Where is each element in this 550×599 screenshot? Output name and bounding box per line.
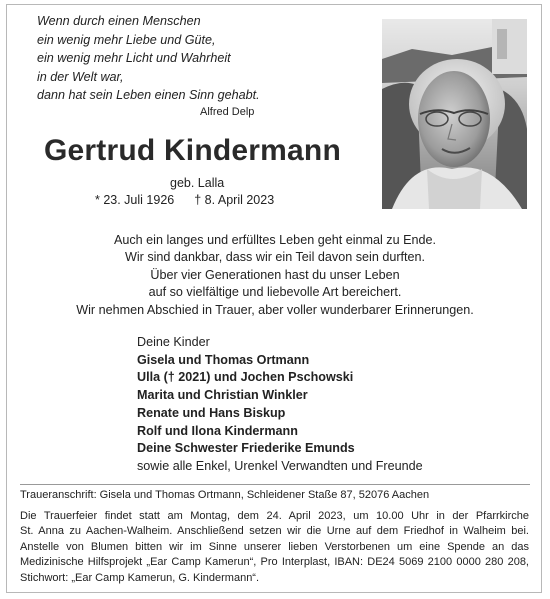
mourner-name: Deine Schwester Friederike Emunds — [137, 441, 355, 456]
message-line: Wir sind dankbar, dass wir ein Teil davon sein durften. — [124, 250, 426, 265]
mourners-intro: Deine Kinder — [137, 335, 210, 349]
poem-line: dann hat sein Leben einen Sinn gehabt. — [37, 88, 260, 103]
message-line: auf so vielfältige und liebevolle Art bereichert. — [148, 285, 402, 300]
funeral-line: Anstelle von Blumen bitten wir im Sinne unserer lieben Verstorbenen um eine Spende an das — [20, 540, 529, 553]
mourner-name: Marita und Christian Winkler — [137, 388, 308, 403]
funeral-details — [20, 509, 529, 586]
message-line: Auch ein langes und erfülltes Leben geht einmal zu Ende. — [113, 233, 437, 247]
birth-date: * 23. Juli 1926 — [95, 193, 175, 207]
mourners-list — [137, 334, 423, 476]
mourner-name: Rolf und Ilona Kindermann — [137, 423, 298, 438]
divider — [20, 484, 530, 485]
mourning-address: Traueranschrift: Gisela und Thomas Ortmann, Schleidener Staße 87, 52076 Aachen — [20, 489, 430, 501]
mourner-name: Gisela und Thomas Ortmann — [137, 352, 310, 367]
funeral-line: Medizinische Hilfsprojekt „Ear Camp Kamerun“, Pro Interplast, IBAN: DE24 5069 2100 0000 280 208, — [20, 556, 529, 569]
mourner-name: Ulla († 2021) und Jochen Pschowski — [137, 370, 354, 385]
message-line: Wir nehmen Abschied in Trauer, aber voller wunderbarer Erinnerungen. — [76, 302, 474, 317]
farewell-message — [25, 232, 525, 319]
funeral-line: Stichwort: „Ear Camp Kamerun, G. Kindermann“. — [20, 571, 260, 584]
poem-line: in der Welt war, — [37, 69, 124, 84]
funeral-line: Die Trauerfeier findet statt am Montag, dem 24. April 2023, um 10.00 Uhr in der Pfarrkirche — [20, 510, 529, 522]
poem-line: ein wenig mehr Licht und Wahrheit — [37, 51, 231, 66]
maiden-name: geb. Lalla — [170, 176, 225, 190]
portrait-photo — [382, 19, 527, 209]
poem-line: Wenn durch einen Menschen — [37, 14, 201, 28]
message-line: Über vier Generationen hast du unser Leben — [150, 267, 400, 282]
life-dates — [95, 193, 274, 207]
death-date: † 8. April 2023 — [194, 193, 275, 207]
poem-author: Alfred Delp — [200, 106, 255, 118]
mourners-closing: sowie alle Enkel, Urenkel Verwandten und Freunde — [137, 458, 423, 473]
funeral-line: St. Anna zu Aachen-Walheim. Anschließend setzen wir die Urne auf dem Friedhof in Walheim bei. — [20, 525, 529, 538]
poem-line: ein wenig mehr Liebe und Güte, — [37, 32, 216, 47]
mourner-name: Renate und Hans Biskup — [137, 405, 286, 420]
deceased-name: Gertrud Kindermann — [44, 134, 341, 167]
poem — [37, 12, 337, 105]
